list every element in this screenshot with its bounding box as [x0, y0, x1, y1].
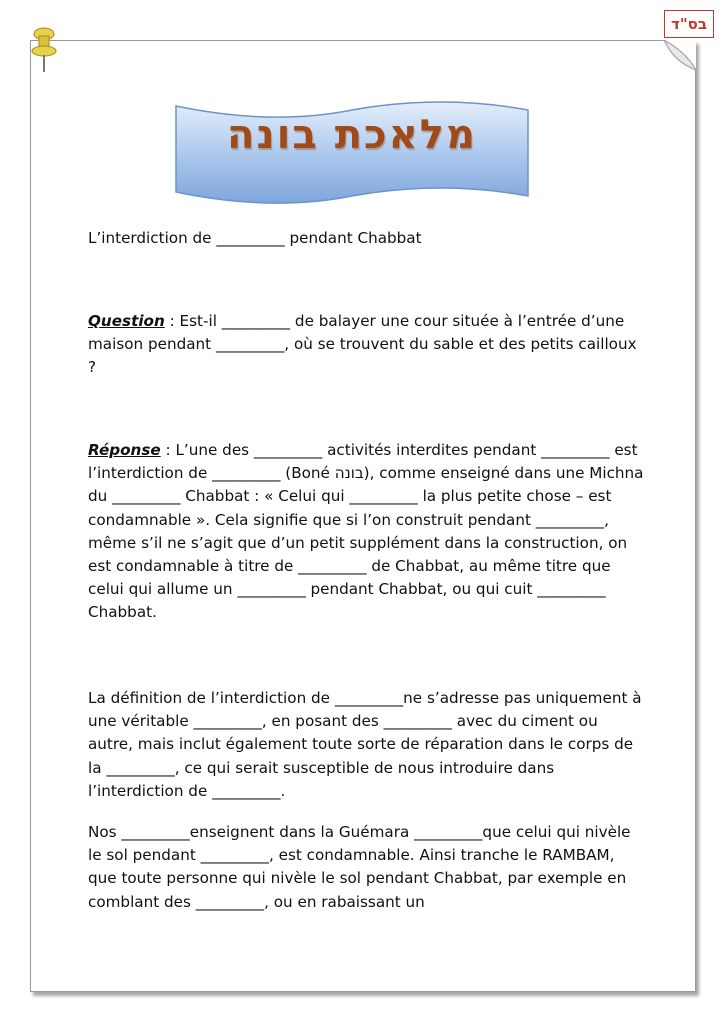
answer-label: Réponse [88, 441, 161, 459]
question-label: Question [88, 312, 165, 330]
heading-line: L’interdiction de _________ pendant Chabbat [88, 229, 422, 247]
page-curl-icon [664, 40, 696, 70]
question-text: : Est-il _________ de balayer une cour située à l’entrée d’une maison pendant _________, où se trouvent du sable et des petits cailloux ? [88, 312, 637, 377]
definition-paragraph: La définition de l’interdiction de _________ne s’adresse pas uniquement à une véritable _________, en posant des _________ avec du ciment ou autre, mais inclut également toute sorte de réparation dans le corps de la _________, ce qui serait susceptible de nous introduire dans l’interdiction de _________. [88, 689, 642, 800]
pushpin-icon [30, 26, 58, 74]
bsd-badge: בס"ד [664, 10, 714, 38]
answer-text: : L’une des _________ activités interdites pendant _________ est l’interdiction de _________ (Boné בונה), comme enseigné dans une Michna du _________ Chabbat : « Celui qui _________ la plus petite chose – est condamnable ». Cela signifie que si l’on construit pendant _________, même s’il ne s’agit que d’un petit supplément dans la construction, on est condamnable à titre de _________ de Chabbat, au même titre que celui qui allume un _________ pendant Chabbat, ou qui cuit _________ Chabbat. [88, 441, 644, 622]
guemara-paragraph: Nos _________enseignent dans la Guémara _________que celui qui nivèle le sol pendant _________, est condamnable. Ainsi tranche le RAMBAM, que toute personne qui nivèle le sol pendant Chabbat, par exemple en comblant des _________, ou en rabaissant un [88, 823, 631, 911]
page-title: מלאכת בונה [227, 112, 477, 158]
answer-paragraph [88, 439, 644, 625]
question-paragraph [88, 310, 644, 380]
